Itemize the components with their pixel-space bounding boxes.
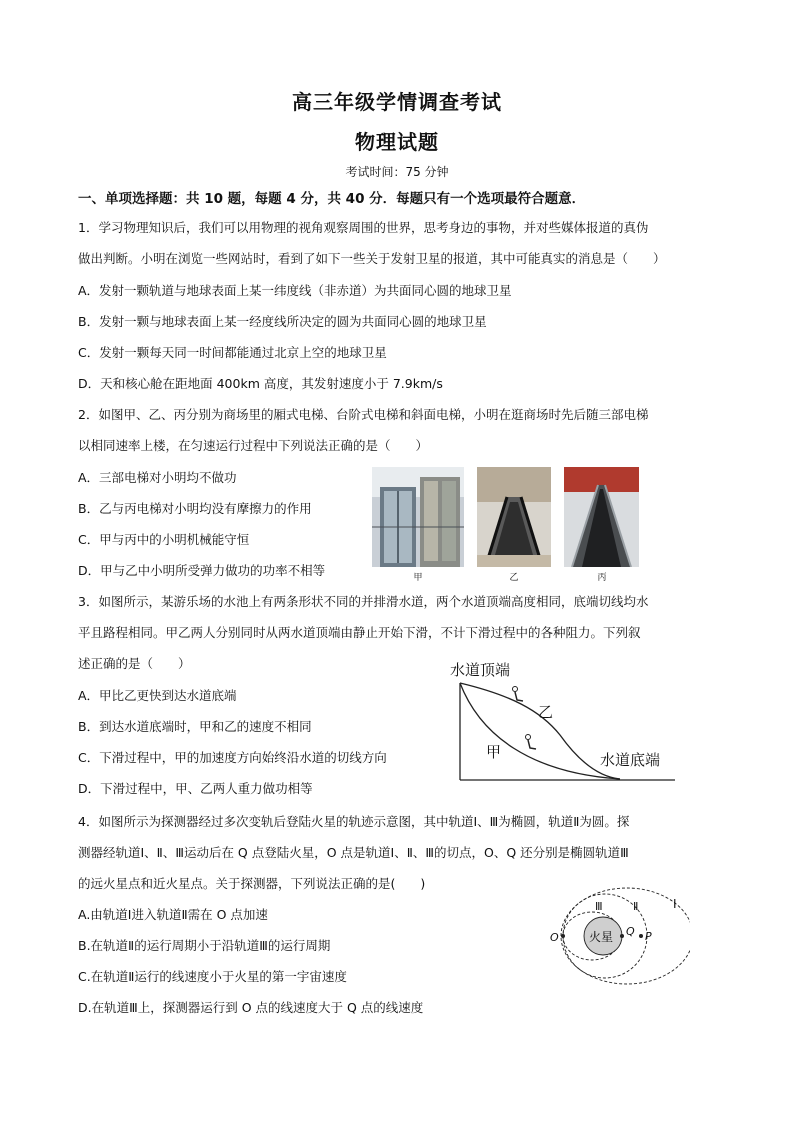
orbit-2-label: Ⅱ — [633, 900, 639, 913]
q1-option-b: B．发射一颗与地球表面上某一经度线所决定的圆为共面同心圆的地球卫星 — [78, 314, 487, 329]
q2-option-a: A．三部电梯对小明均不做功 — [78, 470, 237, 485]
point-o-label: O — [550, 931, 559, 944]
q3-option-b: B．到达水道底端时，甲和乙的速度不相同 — [78, 719, 312, 734]
photo-moving-walkway — [564, 467, 639, 567]
mars-orbit-figure — [545, 880, 690, 995]
planet-label: 火星 — [589, 930, 614, 944]
q4-option-b: B.在轨道Ⅱ的运行周期小于沿轨道Ⅲ的运行周期 — [78, 938, 331, 953]
q2-option-c: C．甲与丙中的小明机械能守恒 — [78, 532, 250, 547]
q4-option-c: C.在轨道Ⅱ运行的线速度小于火星的第一宇宙速度 — [78, 969, 347, 984]
q3-stem-line1: 3．如图所示，某游乐场的水池上有两条形状不同的并排滑水道，两个水道顶端高度相同，底端切线均水 — [78, 594, 649, 609]
q2-stem-line1: 2．如图甲、乙、丙分别为商场里的厢式电梯、台阶式电梯和斜面电梯，小明在逛商场时先后随三部电梯 — [78, 407, 649, 422]
q3-stem-line3: 述正确的是（ ） — [78, 656, 191, 671]
caption-jia: 甲 — [413, 573, 423, 583]
q3-option-c: C．下滑过程中，甲的加速度方向始终沿水道的切线方向 — [78, 750, 387, 765]
exam-title: 高三年级学情调查考试 — [292, 90, 502, 114]
exam-time: 考试时间：75 分钟 — [345, 165, 449, 179]
caption-yi: 乙 — [509, 573, 519, 583]
slide-label-yi: 乙 — [538, 703, 554, 721]
q2-option-b: B．乙与丙电梯对小明均没有摩擦力的作用 — [78, 501, 312, 516]
photo-escalator — [477, 467, 551, 567]
orbit-3-label: Ⅲ — [595, 900, 603, 913]
q4-stem-line1: 4．如图所示为探测器经过多次变轨后登陆火星的轨迹示意图，其中轨道Ⅰ、Ⅲ为椭圆，轨道Ⅱ为圆。探 — [78, 814, 630, 829]
point-p-label: P — [645, 930, 652, 943]
section-heading: 一、单项选择题：共 10 题，每题 4 分，共 40 分．每题只有一个选项最符合题意． — [78, 191, 586, 207]
q1-option-d: D．天和核心舱在距地面 400km 高度，其发射速度小于 7.9km/s — [78, 376, 443, 391]
q1-stem-line1: 1．学习物理知识后，我们可以用物理的视角观察周围的世界，思考身边的事物，并对些媒体报道的真伪 — [78, 220, 649, 235]
slide-bottom-label: 水道底端 — [600, 751, 661, 769]
photo-box-elevator — [372, 467, 464, 567]
q1-option-c: C．发射一颗每天同一时间都能通过北京上空的地球卫星 — [78, 345, 387, 360]
water-slide-figure — [440, 655, 685, 785]
q4-option-a: A.由轨道Ⅰ进入轨道Ⅱ需在 O 点加速 — [78, 907, 268, 922]
orbit-1-label: Ⅰ — [673, 897, 677, 911]
q4-stem-line3: 的远火星点和近火星点。关于探测器，下列说法正确的是( ) — [78, 876, 426, 891]
q2-option-d: D．甲与乙中小明所受弹力做功的功率不相等 — [78, 563, 326, 578]
q1-stem-line2: 做出判断。小明在浏览一些网站时，看到了如下一些关于发射卫星的报道，其中可能真实的消息是（ ） — [78, 251, 666, 266]
q1-option-a: A．发射一颗轨道与地球表面上某一纬度线（非赤道）为共面同心圆的地球卫星 — [78, 283, 512, 298]
slide-top-label: 水道顶端 — [450, 661, 511, 679]
q4-stem-line2: 测器经轨道Ⅰ、Ⅱ、Ⅲ运动后在 Q 点登陆火星，O 点是轨道Ⅰ、Ⅱ、Ⅲ的切点，O、Q 还分别是椭圆轨道Ⅲ — [78, 845, 629, 860]
q3-stem-line2: 平且路程相同。甲乙两人分别同时从两水道顶端由静止开始下滑，不计下滑过程中的各种阻力。下列叙 — [78, 625, 641, 640]
point-q-label: Q — [626, 925, 635, 938]
q3-option-d: D．下滑过程中，甲、乙两人重力做功相等 — [78, 781, 313, 796]
q4-option-d: D.在轨道Ⅲ上，探测器运行到 O 点的线速度大于 Q 点的线速度 — [78, 1000, 424, 1015]
slide-label-jia: 甲 — [486, 743, 502, 761]
q3-option-a: A．甲比乙更快到达水道底端 — [78, 688, 237, 703]
subject-title: 物理试题 — [355, 130, 439, 154]
caption-bing: 丙 — [597, 573, 607, 583]
q2-stem-line2: 以相同速率上楼，在匀速运行过程中下列说法正确的是（ ） — [78, 438, 429, 453]
